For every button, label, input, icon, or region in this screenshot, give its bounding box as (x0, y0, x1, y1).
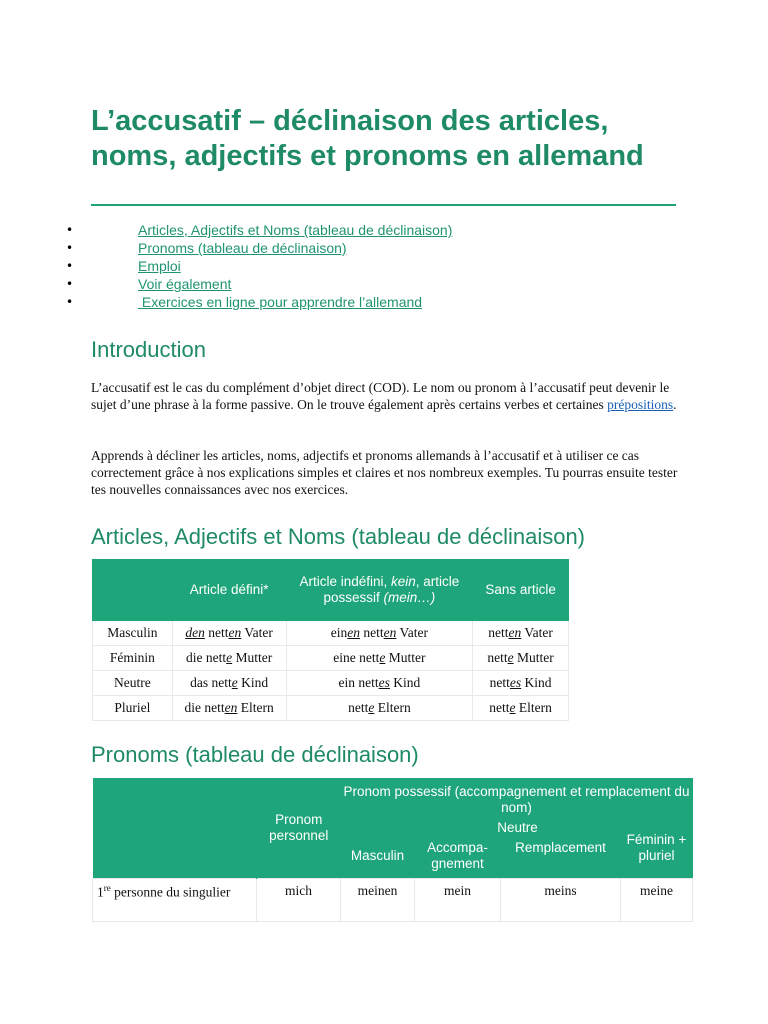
table-cell (473, 646, 569, 671)
toc-link-pronoms[interactable]: Pronoms (tableau de déclinaison) (138, 240, 347, 256)
cell-text: Mutter (232, 650, 273, 665)
cell-text: das nett (190, 675, 232, 690)
cell-text: Kind (237, 675, 269, 690)
table-cell (172, 696, 286, 721)
table-header-row (93, 778, 693, 818)
intro-text-end: . (673, 397, 677, 412)
label-number: 1 (97, 884, 104, 900)
cell-text: ein (330, 625, 348, 640)
toc-link-voir-egalement[interactable]: Voir également (138, 276, 232, 292)
toc-link-articles[interactable]: Articles, Adjectifs et Noms (tableau de déclinaison) (138, 222, 453, 238)
declension-ending: en (347, 625, 361, 640)
prepositions-link[interactable]: prépositions (607, 397, 674, 412)
declension-ending: e (231, 675, 238, 690)
cell-text: nett (489, 700, 510, 715)
row-label: Masculin (93, 621, 173, 646)
table-cell (473, 621, 569, 646)
row-label (93, 879, 257, 922)
cell-text: nett (204, 625, 229, 640)
declension-ending: den (185, 625, 205, 640)
cell-personnel: mich (257, 879, 341, 922)
title-underline (91, 204, 676, 206)
cell-text: nett (489, 675, 510, 690)
cell-text: die nett (186, 650, 227, 665)
header-article-indefini (286, 560, 473, 621)
header-empty (93, 560, 173, 621)
table-cell (172, 621, 286, 646)
label-text: personne du singulier (110, 884, 231, 900)
row-label: Pluriel (93, 696, 173, 721)
cell-accompagnement: mein (415, 879, 501, 922)
header-accompagnement: Accompa-gnement (415, 838, 501, 879)
declension-ending: en (383, 625, 397, 640)
declension-ending: e (226, 650, 233, 665)
bullet-icon: • (66, 241, 74, 255)
toc-link-emploi[interactable]: Emploi (138, 258, 181, 274)
declension-ending: e (509, 700, 516, 715)
table-cell (286, 696, 473, 721)
section-heading-articles: Articles, Adjectifs et Noms (tableau de déclinaison) (91, 524, 586, 549)
cell-text: Kind (389, 675, 421, 690)
intro-paragraph-1 (91, 379, 691, 413)
table-cell (286, 671, 473, 696)
cell-text: eine nett (333, 650, 380, 665)
bullet-icon: • (66, 277, 74, 291)
cell-remplacement: meins (501, 879, 621, 922)
header-masculin: Masculin (341, 818, 415, 879)
cell-text: nett (360, 625, 384, 640)
intro-paragraph-2: Apprends à décliner les articles, noms, adjectifs et pronoms allemands à l’accusatif et à utiliser ce cas correctement grâce à nos explications simples et claires et nos nombreux exemples. Tu pourras ensuite tester tes nouvelles connaissances avec nos exercices. (91, 448, 678, 497)
cell-text: Vater (521, 625, 553, 640)
bullet-icon: • (66, 259, 74, 273)
table-cell (473, 696, 569, 721)
declension-ending: es (378, 675, 390, 690)
header-text-italic: (mein…) (383, 590, 436, 605)
header-pronom-personnel: Pronom personnel (257, 778, 341, 879)
declension-ending: e (379, 650, 386, 665)
pronoms-declension-table (92, 778, 693, 922)
page-title: L’accusatif – déclinaison des articles, noms, adjectifs et pronoms en allemand (91, 105, 644, 172)
header-remplacement: Remplacement (501, 838, 621, 879)
cell-text: Mutter (513, 650, 554, 665)
bullet-icon: • (66, 223, 74, 237)
cell-masculin: meinen (341, 879, 415, 922)
header-article-defini: Article défini* (172, 560, 286, 621)
cell-text: Vater (241, 625, 273, 640)
cell-text: nett (348, 700, 369, 715)
table-row (93, 646, 569, 671)
cell-text: Eltern (374, 700, 411, 715)
articles-table-body (93, 621, 569, 721)
header-neutre: Neutre (415, 818, 621, 838)
cell-text: ein nett (338, 675, 379, 690)
cell-text: Eltern (237, 700, 274, 715)
table-cell (172, 671, 286, 696)
table-cell (172, 646, 286, 671)
declension-ending: en (508, 625, 522, 640)
declension-ending: e (368, 700, 375, 715)
cell-text: die nett (184, 700, 225, 715)
table-cell (286, 621, 473, 646)
declension-ending: es (509, 675, 522, 690)
declension-ending: en (224, 700, 238, 715)
cell-text: Vater (396, 625, 429, 640)
header-text: , article possessif (323, 574, 460, 605)
table-cell (286, 646, 473, 671)
section-heading-pronoms: Pronoms (tableau de déclinaison) (91, 742, 419, 767)
row-label: Neutre (93, 671, 173, 696)
row-label: Féminin (93, 646, 173, 671)
section-heading-introduction: Introduction (91, 337, 206, 362)
toc-link-exercices[interactable]: Exercices en ligne pour apprendre l’allemand (138, 294, 423, 310)
cell-text: nett (487, 650, 508, 665)
table-row (93, 621, 569, 646)
header-sans-article: Sans article (473, 560, 569, 621)
articles-declension-table (92, 559, 569, 721)
cell-text: Kind (521, 675, 552, 690)
cell-text: nett (488, 625, 509, 640)
table-row (93, 879, 693, 922)
table-cell (473, 671, 569, 696)
declension-ending: en (228, 625, 242, 640)
table-row (93, 671, 569, 696)
table-header-row (93, 560, 569, 621)
cell-feminin-pluriel: meine (621, 879, 693, 922)
cell-text: Mutter (385, 650, 426, 665)
cell-text: Eltern (515, 700, 552, 715)
header-text: Article indéfini, (299, 574, 392, 589)
header-text-italic: kein (391, 574, 416, 589)
label-superscript: re (103, 883, 111, 893)
header-feminin-pluriel: Féminin + pluriel (621, 818, 693, 879)
intro-text: L’accusatif est le cas du complément d’objet direct (COD). Le nom ou pronom à l’accusatif peut devenir le sujet d’une phrase à la forme passive. On le trouve également après certains verbes et certaines (91, 380, 670, 412)
table-row (93, 696, 569, 721)
declension-ending: e (507, 650, 514, 665)
header-empty (93, 778, 257, 879)
header-pronom-possessif: Pronom possessif (accompagnement et remplacement du nom) (341, 778, 693, 818)
bullet-icon: • (66, 295, 74, 309)
